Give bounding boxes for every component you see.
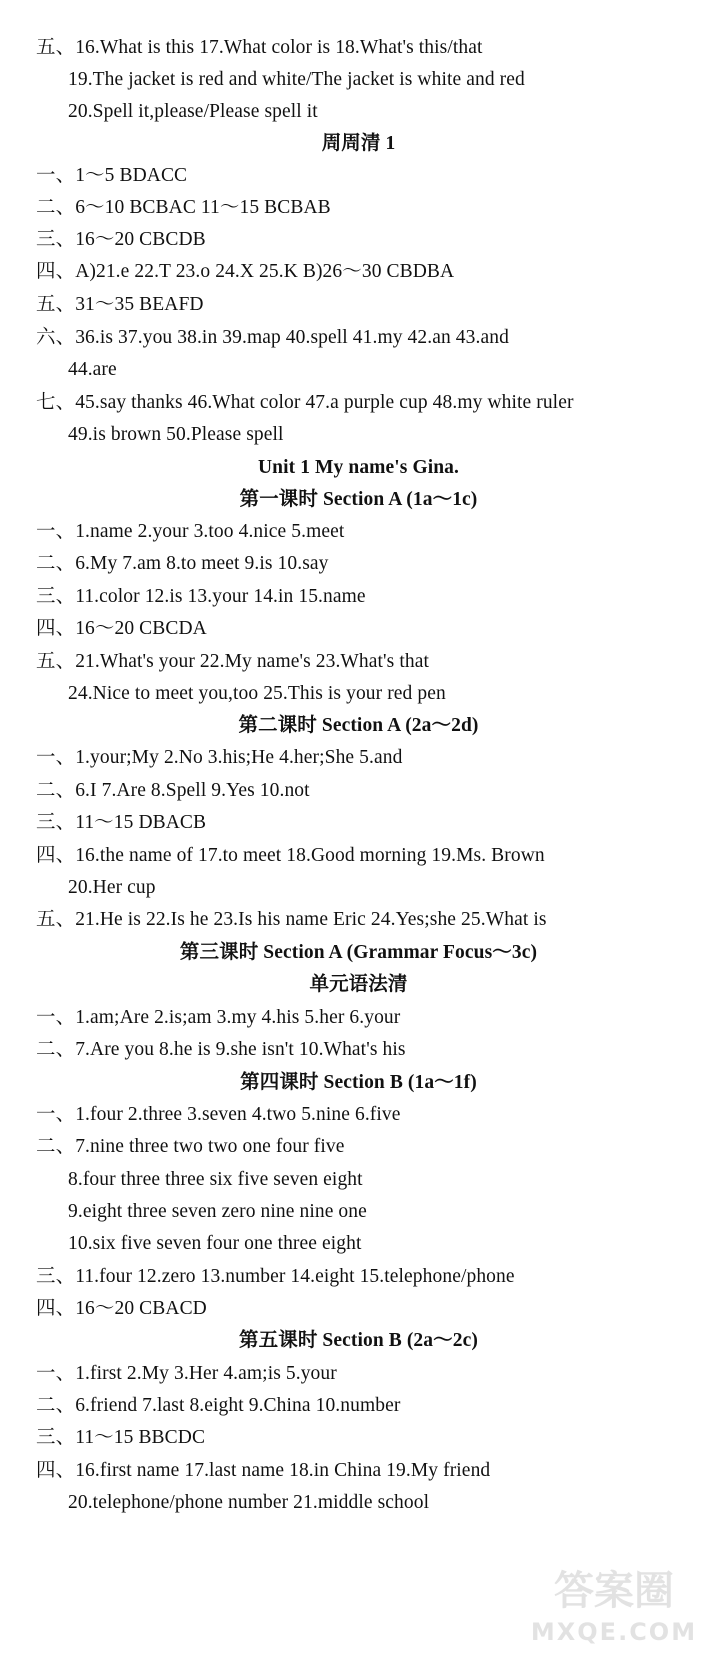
- answer-line: 三、11.color 12.is 13.your 14.in 15.name: [36, 586, 366, 607]
- section-heading: 单元语法清: [309, 974, 408, 995]
- answer-line: 二、7.nine three two two one four five: [36, 1136, 345, 1157]
- answer-line: 一、1.first 2.My 3.Her 4.am;is 5.your: [36, 1363, 337, 1384]
- answer-line: 19.The jacket is red and white/The jacket is white and red: [68, 69, 525, 90]
- section-heading: 周周清 1: [321, 133, 396, 154]
- watermark-logo-icon: [519, 1554, 709, 1650]
- answer-line: 一、1.your;My 2.No 3.his;He 4.her;She 5.and: [36, 747, 403, 768]
- answer-line: 四、A)21.e 22.T 23.o 24.X 25.K B)26～30 CBDBA: [36, 261, 455, 282]
- answer-line: 七、45.say thanks 46.What color 47.a purple cup 48.my white ruler: [36, 392, 574, 413]
- answer-line: 二、6～10 BCBAC 11～15 BCBAB: [36, 197, 331, 218]
- answer-line: 三、11～15 DBACB: [36, 812, 207, 833]
- answer-line: 20.Spell it,please/Please spell it: [68, 101, 318, 122]
- answer-line: 二、6.My 7.am 8.to meet 9.is 10.say: [36, 553, 329, 574]
- answer-line: 一、1～5 BDACC: [36, 165, 188, 186]
- answer-line: 三、16～20 CBCDB: [36, 229, 206, 250]
- answer-line: 9.eight three seven zero nine nine one: [68, 1201, 367, 1222]
- answer-line: 四、16～20 CBCDA: [36, 618, 207, 639]
- section-heading: 第二课时 Section A (2a～2d): [238, 715, 479, 736]
- answer-line: 六、36.is 37.you 38.in 39.map 40.spell 41.my 42.an 43.and: [36, 327, 509, 348]
- answer-line: 20.Her cup: [68, 877, 156, 898]
- svg-text:MXQE.COM: MXQE.COM: [530, 1618, 698, 1646]
- answer-line: 一、1.am;Are 2.is;am 3.my 4.his 5.her 6.your: [36, 1007, 401, 1028]
- answer-line: 44.are: [68, 359, 117, 380]
- answer-line: 三、11～15 BBCDC: [36, 1427, 206, 1448]
- answer-line: 四、16.first name 17.last name 18.in China 19.My friend: [36, 1460, 491, 1481]
- answer-line: 49.is brown 50.Please spell: [68, 424, 284, 445]
- answer-line: 四、16～20 CBACD: [36, 1298, 207, 1319]
- answer-line: 二、6.I 7.Are 8.Spell 9.Yes 10.not: [36, 780, 310, 801]
- answer-line: 五、21.What's your 22.My name's 23.What's that: [36, 651, 429, 672]
- answer-line: 8.four three three six five seven eight: [68, 1169, 363, 1190]
- answer-line: 二、6.friend 7.last 8.eight 9.China 10.number: [36, 1395, 401, 1416]
- section-heading: 第五课时 Section B (2a～2c): [239, 1330, 478, 1351]
- answer-line: 一、1.name 2.your 3.too 4.nice 5.meet: [36, 521, 345, 542]
- answer-line: 一、1.four 2.three 3.seven 4.two 5.nine 6.five: [36, 1104, 401, 1125]
- answer-line: 五、16.What is this 17.What color is 18.What's this/that: [36, 37, 483, 58]
- answer-line: 二、7.Are you 8.he is 9.she isn't 10.What's his: [36, 1039, 406, 1060]
- section-heading: 第三课时 Section A (Grammar Focus～3c): [179, 942, 538, 963]
- answer-line: 三、11.four 12.zero 13.number 14.eight 15.telephone/phone: [36, 1266, 515, 1287]
- section-heading: 第四课时 Section B (1a～1f): [240, 1072, 477, 1093]
- section-heading: 第一课时 Section A (1a～1c): [239, 489, 478, 510]
- answer-line: 四、16.the name of 17.to meet 18.Good morning 19.Ms. Brown: [36, 845, 545, 866]
- unit-heading: Unit 1 My name's Gina.: [258, 457, 459, 478]
- answer-line: 24.Nice to meet you,too 25.This is your red pen: [68, 683, 446, 704]
- answer-line: 五、21.He is 22.Is he 23.Is his name Eric 24.Yes;she 25.What is: [36, 909, 547, 930]
- answer-line: 五、31～35 BEAFD: [36, 294, 204, 315]
- answer-line: 10.six five seven four one three eight: [68, 1233, 362, 1254]
- svg-text:答案圈: 答案圈: [554, 1568, 674, 1614]
- answer-line: 20.telephone/phone number 21.middle school: [68, 1492, 430, 1513]
